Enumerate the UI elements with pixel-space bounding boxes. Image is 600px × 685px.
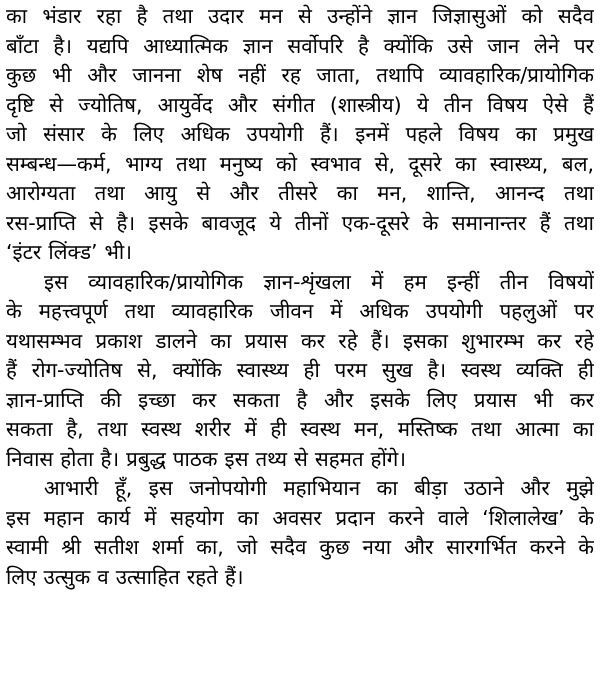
text-line: दृष्टि से ज्योतिष, आयुर्वेद और संगीत (शास्त्रीय) ये तीन विषय ऐसे हैं [6, 92, 594, 117]
text-line: के महत्त्वपूर्ण तथा व्यावहारिक जीवन में अधिक उपयोगी पहलुओं पर [6, 299, 594, 323]
text-line: रस-प्राप्ति से है। इसके बावजूद ये तीनों एक-दूसरे के समानान्तर हैं तथा [6, 210, 594, 235]
text-line: ‘इंटर लिंक्ड’ भी। [6, 240, 132, 264]
text-line: आभारी हूँ, इस जनोपयोगी महाभियान का बीड़ा उठाने और मुझे [44, 476, 594, 500]
paragraph-heritage [6, 2, 594, 268]
text-line: इस महान कार्य में सहयोग का अवसर प्रदान करने वाले ‘शिलालेख’ के [6, 505, 594, 530]
text-line: जो संसार के लिए अधिक उपयोगी हैं। इनमें पहले विषय का प्रमुख [6, 122, 594, 146]
text-line: ज्ञान-प्राप्ति की इच्छा कर सकता है और इसके लिए प्रयास भी कर [6, 387, 594, 412]
text-line: का भंडार रहा है तथा उदार मन से उन्होंने ज्ञान जिज्ञासुओं को सदैव [6, 4, 594, 28]
text-line: हैं रोग-ज्योतिष से, क्योंकि स्वास्थ्य ही परम सुख है। स्वस्थ व्यक्ति ही [6, 358, 594, 382]
text-line: स्वामी श्री सतीश शर्मा का, जो सदैव कुछ नया और सारगर्भित करने के [6, 535, 594, 559]
text-line: कुछ भी और जानना शेष नहीं रह जाता, तथापि व्यावहारिक/प्रायोगिक [6, 63, 594, 87]
text-line: सकता है, तथा स्वस्थ शरीर में ही स्वस्थ मन, मस्तिष्क तथा आत्मा का [6, 417, 594, 441]
text-line: यथासम्भव प्रकाश डालने का प्रयास कर रहे हैं। इसका शुभारम्भ कर रहे [6, 328, 594, 353]
text-line: आरोग्यता तथा आयु से और तीसरे का मन, शान्ति, आनन्द तथा [6, 181, 594, 205]
text-line: बाँटा है। यद्यपि आध्यात्मिक ज्ञान सर्वोपरि है क्योंकि उसे जान लेने पर [6, 33, 594, 58]
paragraph-acknowledgement [6, 474, 594, 592]
text-line: लिए उत्सुक व उत्साहित रहते हैं। [6, 564, 244, 589]
text-line: सम्बन्ध—कर्म, भाग्य तथा मनुष्य को स्वभाव से, दूसरे का स्वास्थ्य, बल, [6, 151, 594, 176]
paragraph-knowledge-series [6, 268, 594, 475]
text-line: इस व्यावहारिक/प्रायोगिक ज्ञान-शृंखला में हम इन्हीं तीन विषयों [44, 269, 594, 294]
text-line: निवास होता है। प्रबुद्ध पाठक इस तथ्य से सहमत होंगे। [6, 446, 407, 471]
